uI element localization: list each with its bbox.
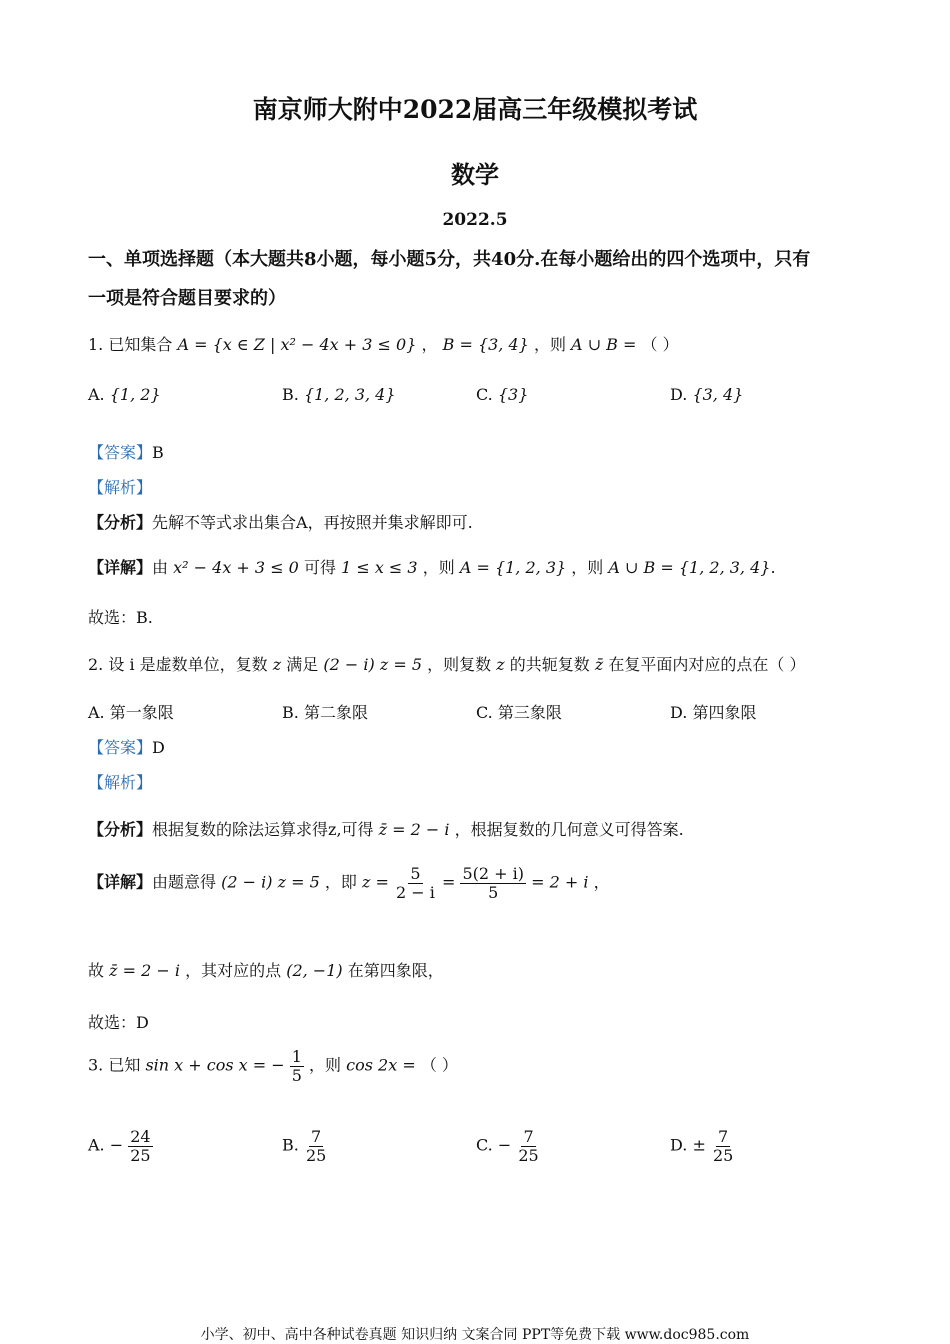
fraction (516, 1128, 540, 1164)
denominator: 25 (518, 1145, 539, 1165)
math: (2 − i) z = 5 (221, 872, 320, 892)
option-value: 第四象限 (692, 703, 757, 722)
option-label: D. (670, 385, 688, 404)
numerator: 7 (718, 1127, 729, 1146)
q2-conclusion: 故选：D (88, 1013, 149, 1032)
q2-fenxi (88, 817, 684, 840)
exam-date: 2022.5 (442, 210, 508, 230)
q2-gu (88, 958, 444, 981)
q1-option-c (476, 385, 528, 404)
page-footer: 小学、初中、高中各种试卷真题 知识归纳 文案合同 PPT等免费下载 www.doc985.com (200, 1327, 750, 1343)
denominator: 25 (712, 1145, 734, 1165)
fraction (304, 1128, 328, 1164)
text: 可得 (303, 558, 336, 577)
text: 由题意得 (152, 872, 217, 892)
q1-option-d (670, 385, 743, 404)
text: ，则复数 (427, 655, 492, 674)
numerator: 7 (523, 1127, 534, 1146)
question-2 (88, 652, 806, 675)
numerator: 5 (410, 864, 421, 883)
math: x² − 4x + 3 ≤ 0 (173, 558, 299, 577)
xiangjie-tag: 【详解】 (88, 558, 153, 577)
math: z̄ = 2 − i (378, 820, 450, 839)
denominator: 25 (305, 1145, 327, 1165)
option-label: B. (282, 385, 299, 404)
denominator: 25 (130, 1145, 151, 1165)
text: ，根据复数的几何意义可得答案. (454, 820, 684, 839)
text: ， (593, 872, 610, 892)
q1-set-a: A = {x ∈ Z | x² − 4x + 3 ≤ 0} (177, 335, 417, 354)
q1-expr: A ∪ B = (571, 335, 637, 354)
q1-then: ，则 (533, 335, 566, 354)
fenxi-tag: 【分析】 (88, 820, 153, 839)
q2-option-b (282, 700, 368, 723)
q1-sep: ， (421, 335, 438, 354)
text: 由 (152, 558, 169, 577)
answer-value: B (152, 443, 164, 462)
question-1 (88, 332, 679, 355)
text: ，则 (571, 558, 604, 577)
q1-prefix: 1. 已知集合 (88, 335, 173, 354)
text: 在复平面内对应的点在（ ） (608, 655, 806, 674)
math: z (272, 655, 282, 674)
math: z̄ = 2 − i (109, 961, 180, 980)
subject-title: 数学 (451, 160, 499, 189)
option-label: A. (88, 1135, 105, 1155)
math: = 2 + i (531, 872, 589, 892)
fraction (711, 1128, 735, 1164)
q1-answer (88, 440, 164, 463)
math: z̄ (594, 655, 604, 674)
numerator: 24 (130, 1127, 151, 1146)
q2-option-a (88, 700, 174, 723)
option-value: 第三象限 (497, 703, 562, 722)
fraction (290, 1048, 304, 1084)
denominator: 2 − i (395, 882, 435, 902)
option-label: C. (476, 703, 493, 722)
numerator: 1 (291, 1047, 302, 1066)
text: 2. 设 i 是虚数单位，复数 (88, 655, 268, 674)
fraction (460, 865, 526, 901)
math: A ∪ B = {1, 2, 3, 4} (608, 558, 771, 577)
q2-option-d (670, 700, 756, 723)
text: 故 (88, 961, 105, 980)
q2-xiangjie (88, 865, 610, 901)
denominator: 5 (488, 882, 499, 902)
option-label: D. (670, 703, 688, 722)
text: ，其对应的点 (185, 961, 282, 980)
option-label: C. (476, 385, 493, 404)
text: 的共轭复数 (509, 655, 590, 674)
question-3 (88, 1048, 458, 1084)
q1-option-b (282, 385, 396, 404)
option-label: B. (282, 1135, 299, 1155)
math: cos 2x = (346, 1055, 416, 1075)
option-value: {1, 2} (109, 385, 161, 404)
text: （ ） (420, 1055, 458, 1075)
option-label: A. (88, 385, 105, 404)
text: ，则 (309, 1055, 342, 1075)
fenxi-tag: 【分析】 (88, 513, 153, 532)
q1-analysis-tag: 【解析】 (88, 478, 153, 497)
option-value: {3} (497, 385, 529, 404)
numerator: 7 (311, 1127, 322, 1146)
math: (2 − i) z = 5 (323, 655, 423, 674)
fenxi-text: 先解不等式求出集合A，再按照并集求解即可. (152, 513, 473, 532)
q2-answer (88, 735, 165, 758)
q1-paren: （ ） (641, 335, 679, 354)
numerator: 5(2 + i) (462, 864, 524, 883)
option-value: 第一象限 (109, 703, 174, 722)
text: 3. 已知 (88, 1055, 141, 1075)
sign: − (109, 1135, 124, 1155)
answer-tag: 【答案】 (88, 738, 153, 757)
math: (2, −1) (286, 961, 343, 980)
sign: ± (692, 1135, 706, 1155)
section-heading-line2: 一项是符合题目要求的） (88, 288, 286, 309)
answer-value: D (152, 738, 165, 757)
denominator: 5 (291, 1065, 302, 1085)
text: . (770, 558, 776, 577)
q2-analysis-tag: 【解析】 (88, 773, 153, 792)
option-label: C. (476, 1135, 493, 1155)
exam-title: 南京师大附中2022届高三年级模拟考试 (252, 95, 698, 124)
math: A = {1, 2, 3} (459, 558, 567, 577)
text: ，则 (422, 558, 455, 577)
math: = (441, 872, 456, 892)
option-label: D. (670, 1135, 688, 1155)
option-label: B. (282, 703, 299, 722)
text: 根据复数的除法运算求得z,可得 (152, 820, 374, 839)
option-value: {3, 4} (692, 385, 744, 404)
q1-option-a (88, 385, 161, 404)
xiangjie-tag: 【详解】 (88, 872, 153, 892)
text: ，即 (324, 872, 357, 892)
option-value: {1, 2, 3, 4} (303, 385, 396, 404)
math: z = (361, 872, 389, 892)
text: 满足 (286, 655, 319, 674)
text: 在第四象限， (347, 961, 444, 980)
math: 1 ≤ x ≤ 3 (341, 558, 418, 577)
fraction (394, 865, 437, 901)
math: sin x + cos x = − (145, 1055, 285, 1075)
math: z (496, 655, 505, 674)
answer-tag: 【答案】 (88, 443, 153, 462)
option-label: A. (88, 703, 105, 722)
q1-xiangjie (88, 555, 776, 578)
q2-option-c (476, 700, 562, 723)
sign: − (497, 1135, 512, 1155)
q1-set-b: B = {3, 4} (442, 335, 529, 354)
q1-conclusion: 故选：B. (88, 608, 153, 627)
option-value: 第二象限 (303, 703, 368, 722)
q3-option-a (88, 1128, 153, 1164)
q3-option-b (282, 1128, 328, 1164)
q3-option-c (476, 1128, 541, 1164)
fraction (128, 1128, 152, 1164)
q1-fenxi (88, 510, 473, 533)
section-heading-line1: 一、单项选择题（本大题共8小题，每小题5分，共40分.在每小题给出的四个选项中，只有 (88, 249, 811, 270)
q3-option-d (670, 1128, 735, 1164)
